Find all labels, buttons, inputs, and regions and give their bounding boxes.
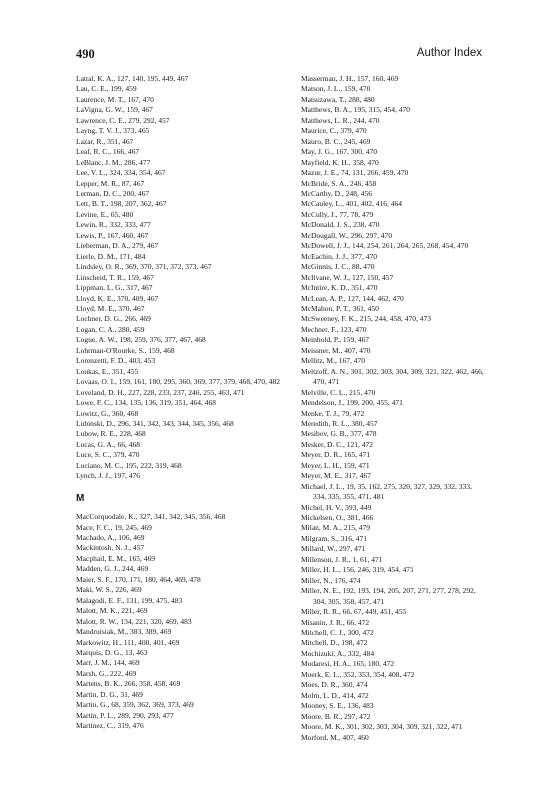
index-entry: Matthews, B. A., 195, 315, 454, 470 [301,105,410,115]
index-entry: Lohrman-O'Rourke, S., 159, 468 [76,345,175,355]
index-entry: McSweeney, F. K., 215, 244, 458, 470, 473 [301,314,431,324]
index-entry: Lierle, D. M., 171, 484 [76,251,146,261]
index-entry: Lowe, F. C., 134, 135, 136, 319, 351, 464, 468 [76,398,217,408]
index-entry: Morford, M., 407, 460 [301,732,369,742]
right-column [301,74,486,743]
index-entry: Malott, M. K., 221, 469 [76,606,148,616]
index-entry: Lazar, R., 351, 467 [76,136,134,146]
index-entry: Markowitz, H., 111, 400, 401, 469 [76,637,180,647]
index-entry: Mitchell, C. J., 300, 472 [301,628,374,638]
index-entry: Laurence, M. T., 167, 470 [76,94,154,104]
index-entry: McEachin, J. J., 377, 470 [301,251,378,261]
index-entry: Mitchell, D., 198, 472 [301,638,368,648]
index-entry: Levine, E., 65, 480 [76,209,134,219]
index-entry: Martin, P. L., 289, 290, 293, 477 [76,710,174,720]
index-entry: Lubinski, D., 296, 341, 342, 343, 344, 345, 356, 468 [76,418,234,428]
index-entry: Meyer, L. H., 159, 471 [301,460,370,470]
index-entry: Lippman, L. G., 317, 467 [76,283,153,293]
index-entry: Martinez, C., 319, 476 [76,721,144,731]
index-entry: Miller, R. R., 66, 67, 449, 451, 455 [301,607,407,617]
index-entry: Lee, V. L., 324, 334, 354, 467 [76,168,166,178]
index-entry: Logan, C. A., 280, 459 [76,324,145,334]
index-entry: Madden, G. J., 244, 469 [76,564,149,574]
index-entry: Masserman, J. H., 157, 160, 469 [301,74,399,83]
index-entry: Molm, L. D., 414, 472 [301,690,369,700]
index-entry: Mesker, D. C., 121, 472 [301,439,373,449]
index-entry: McLean, A. P., 127, 144, 462, 470 [301,293,404,303]
index-entry: Michael, J. L., 19, 35, 162, 275, 320, 327, 329, 332, 333, 334, 335, 355, 471, 481 [301,481,472,502]
index-entry: LeBlanc, J. M., 286, 477 [76,157,151,167]
index-entry: Leaf, R. C., 166, 467 [76,147,140,157]
index-entry: Moore, M. K., 301, 302, 303, 304, 309, 321, 322, 471 [301,722,463,732]
index-entry: Linscheid, T. R., 159, 467 [76,272,154,282]
index-entry: Loukas, E., 351, 455 [76,366,139,376]
index-entry: Mochizuki, A., 332, 484 [301,648,375,658]
index-entry: McDowell, J. J., 144, 254, 261, 264, 265, 268, 454, 470 [301,241,469,251]
index-entry: Moes, D. R., 360, 474 [301,680,368,690]
index-entry: Lieberman, D. A., 279, 467 [76,241,159,251]
index-entry: Marquis, D. G., 13, 463 [76,648,148,658]
index-entry: Mellitz, M., 167, 470 [301,356,365,366]
index-entry: May, J. G., 167, 300, 470 [301,147,377,157]
index-entries-m-right [301,74,486,743]
index-entry: Martin, D. G., 31, 469 [76,689,143,699]
index-entry: Miller, H. L., 156, 246, 319, 454, 471 [301,565,414,575]
index-entry: Moerk, E. L., 352, 353, 354, 408, 472 [301,669,415,679]
index-entry: Lewis, P., 167, 460, 467 [76,230,149,240]
index-entry: McBride, S. A., 246, 458 [301,178,377,188]
index-entry: Lubow, R. E., 228, 468 [76,429,146,439]
index-entry: Modaresi, H. A., 165, 180, 472 [301,659,395,669]
index-entry: Logue, A. W., 198, 259, 376, 377, 467, 468 [76,335,206,345]
index-entry: Lorenzetti, F. D., 403, 453 [76,356,156,366]
index-entry: Lerman, D. C., 200, 467 [76,188,150,198]
index-entry: Mazur, J. E., 74, 131, 266, 459, 470 [301,168,409,178]
index-entry: Mechner, F., 123, 470 [301,324,367,334]
index-entry: McCauley, L., 401, 402, 416, 464 [301,199,402,209]
index-entry: McGinnis, J. C., 88, 470 [301,262,375,272]
index-entry: Meltzoff, A. N., 301, 302, 303, 304, 309, 321, 322, 462, 466, 470, 471 [301,366,484,387]
index-entry: Layng, T. V. J., 373, 465 [76,126,150,136]
index-entry: Mesibov, G. B., 377, 478 [301,429,377,439]
index-entry: McIntire, K. D., 351, 470 [301,283,378,293]
index-entry: LaVigna, G. W., 159, 467 [76,105,153,115]
index-entry: Milgram, S., 316, 471 [301,533,368,543]
index-entry: Meyer, M. E., 317, 467 [301,471,371,481]
index-entry: Marr, J. M., 144, 469 [76,658,140,668]
index-entry: Melville, C. L., 215, 470 [301,387,376,397]
index-entry: Malagodi, E. F., 131, 199, 475, 483 [76,595,183,605]
index-entry: Lepper, M. R., 87, 467 [76,178,145,188]
index-entry: Lucas, G. A., 66, 468 [76,439,140,449]
index-entry: Lattal, K. A., 127, 140, 195, 449, 467 [76,74,189,83]
index-entry: Martin, G., 68, 359, 362, 369, 373, 469 [76,700,194,710]
left-column [76,74,296,732]
index-entry: Maier, S. F., 170, 171, 180, 464, 469, 478 [76,574,201,584]
index-entry: McDonald, J. S., 238, 470 [301,220,380,230]
index-entries-m-left [76,512,296,732]
index-entry: Lewin, R., 332, 333, 477 [76,220,151,230]
index-entry: Matson, J. L., 159, 470 [301,84,371,94]
index-entry: Michel, H. V., 393, 449 [301,502,372,512]
index-entry: Macphail, E. M., 165, 469 [76,553,155,563]
index-entry: MacCorquodale, K., 327, 341, 342, 345, 356, 468 [76,512,226,522]
index-entry: Millard, W., 297, 471 [301,544,366,554]
index-entry: Moore, B. R., 297, 472 [301,711,371,721]
index-entry: Lowitz, G., 360, 468 [76,408,139,418]
index-entry: Matthews, L. R., 244, 470 [301,115,380,125]
index-entry: Mackintosh, N. J., 457 [76,543,145,553]
index-entry: Mandruisiak, M., 383, 389, 469 [76,627,172,637]
page-number: 490 [76,47,95,61]
index-entry: Lynch, J. J., 197, 476 [76,471,140,481]
index-entry: Luciano, M. C., 195, 222, 319, 468 [76,460,182,470]
index-entry: Luce, S. C., 379, 470 [76,450,140,460]
index-entry: Mooney, S. E., 136, 483 [301,701,374,711]
index-entry: Malott, R. W., 134, 221, 320, 469, 483 [76,616,192,626]
index-entry: McDougall, W., 296, 297, 470 [301,230,393,240]
index-entry: Mendelson, J., 199, 200, 455, 471 [301,398,403,408]
index-entry: Lovaas, O. I., 159, 161, 180, 295, 360, 369, 377, 379, 468, 470, 482 [76,377,280,387]
index-entry: Mauro, B. C., 245, 469 [301,136,371,146]
index-entry: Menke, T. J., 79, 472 [301,408,365,418]
index-entry: Misanin, J. R., 66, 472 [301,617,370,627]
index-entry: Lawrence, C. E., 279, 292, 457 [76,115,170,125]
index-entry: Millenson, J. R., 1, 61, 471 [301,554,383,564]
index-entry: Lochner, D. G., 266, 469 [76,314,151,324]
section-letter: M [76,492,85,504]
index-entry: Mayfield, K. H., 358, 470 [301,157,379,167]
index-entry: Miller, N., 176, 474 [301,575,361,585]
index-entry: Meinhold, P., 159, 467 [301,335,370,345]
index-entry: Miller, N. E., 192, 193, 194, 205, 207, 271, 277, 278, 292, 304, 305, 358, 457, 471 [301,586,476,606]
page-header [76,47,482,67]
index-entry: McIlvane, W. J., 127, 150, 457 [301,272,394,282]
index-entry: Lindsley, O. R., 369, 370, 371, 372, 373, 467 [76,262,212,272]
index-entry: Mace, F. C., 19, 245, 469 [76,522,152,532]
index-entry: Machado, A., 106, 469 [76,533,145,543]
index-entry: Marsh, G., 222, 469 [76,668,137,678]
index-entry: Milan, M. A., 215, 479 [301,523,370,533]
index-entry: Lett, B. T., 198, 207, 362, 467 [76,199,167,209]
index-entry: Lloyd, M. E., 370, 467 [76,303,145,313]
index-entry: Loveland, D. H., 227, 228, 233, 237, 246, 255, 463, 471 [76,387,245,397]
index-entry: Meyer, D. R., 165, 471 [301,450,371,460]
index-entry: Maurice, C., 379, 470 [301,126,367,136]
index-entry: Mickelsen, O., 381, 466 [301,513,374,523]
running-head: Author Index [416,47,482,59]
index-entry: McMahon, P. T., 361, 450 [301,303,379,313]
index-entry: Matsuzawa, T., 288, 480 [301,94,375,104]
index-entry: Lau, C. E., 199, 459 [76,84,137,94]
index-entry: Lloyd, K. E., 370, 409, 467 [76,293,159,303]
index-entry: McCarthy, D., 248, 456 [301,188,372,198]
index-entry: Martens, B. K., 266, 358, 458, 469 [76,679,181,689]
index-entry: McCully, J., 77, 78, 479 [301,209,374,219]
index-entry: Maki, W. S., 226, 469 [76,585,142,595]
index-entry: Meissner, M., 407, 470 [301,345,371,355]
index-entry: Meredith, R. L., 380, 457 [301,418,378,428]
index-entries-l [76,74,296,482]
